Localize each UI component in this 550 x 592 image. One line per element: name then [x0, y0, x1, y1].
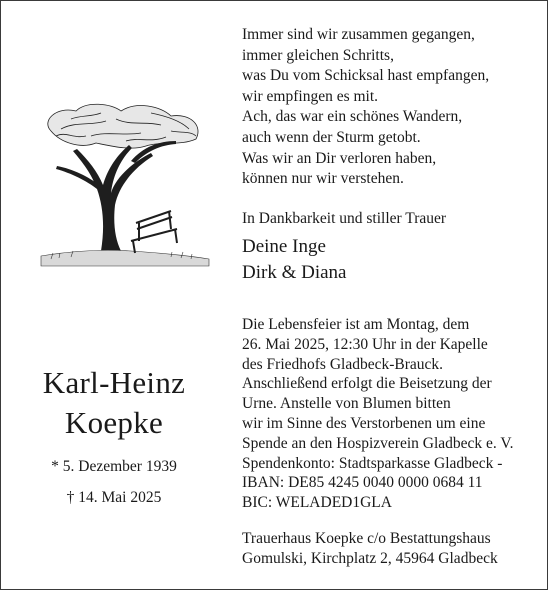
details-line: wir im Sinne des Verstorbenen um eine: [242, 414, 486, 432]
deceased-first-name: Karl-Heinz: [42, 365, 186, 400]
family-member: Dirk & Diana: [242, 262, 347, 283]
funeral-details: [242, 315, 513, 513]
details-line: 26. Mai 2025, 12:30 Uhr in der Kapelle: [242, 335, 488, 353]
details-line: BIC: WELADED1GLA: [242, 494, 392, 512]
funeral-home-line: Trauerhaus Koepke c/o Bestattungshaus: [242, 530, 491, 547]
poem-line: was Du vom Schicksal hast empfangen,: [242, 67, 490, 85]
deceased-name: [9, 363, 219, 443]
details-line: IBAN: DE85 4245 0040 0000 0684 11: [242, 474, 483, 492]
poem-line: auch wenn der Sturm getobt.: [242, 128, 421, 146]
poem-line: immer gleichen Schritts,: [242, 46, 394, 64]
tree-with-bench-icon: [31, 101, 211, 271]
poem: [242, 25, 489, 190]
life-dates: [9, 451, 219, 513]
family-member: Deine Inge: [242, 236, 326, 257]
poem-line: Was wir an Dir verloren haben,: [242, 149, 437, 167]
poem-line: Ach, das war ein schönes Wandern,: [242, 108, 463, 126]
funeral-home-line: Gomulski, Kirchplatz 2, 45964 Gladbeck: [242, 549, 498, 567]
details-line: Spende an den Hospizverein Gladbeck e. V.: [242, 434, 514, 452]
details-line: Anschließend erfolgt die Beisetzung der: [242, 375, 492, 393]
poem-line: wir empfingen es mit.: [242, 87, 379, 105]
details-line: Die Lebensfeier ist am Montag, dem: [242, 316, 470, 333]
details-line: des Friedhofs Gladbeck-Brauck.: [242, 355, 444, 373]
poem-line: Immer sind wir zusammen gegangen,: [242, 26, 475, 43]
birth-date: * 5. Dezember 1939: [51, 458, 177, 475]
details-line: Spendenkonto: Stadtsparkasse Gladbeck -: [242, 454, 503, 472]
deceased-last-name: Koepke: [64, 405, 164, 440]
poem-line: können nur wir verstehen.: [242, 170, 404, 188]
death-date: † 14. Mai 2025: [66, 489, 162, 506]
family-names: [242, 234, 346, 286]
thanks-line: In Dankbarkeit und stiller Trauer: [242, 210, 447, 227]
funeral-home: [242, 529, 498, 569]
details-line: Urne. Anstelle von Blumen bitten: [242, 395, 451, 413]
